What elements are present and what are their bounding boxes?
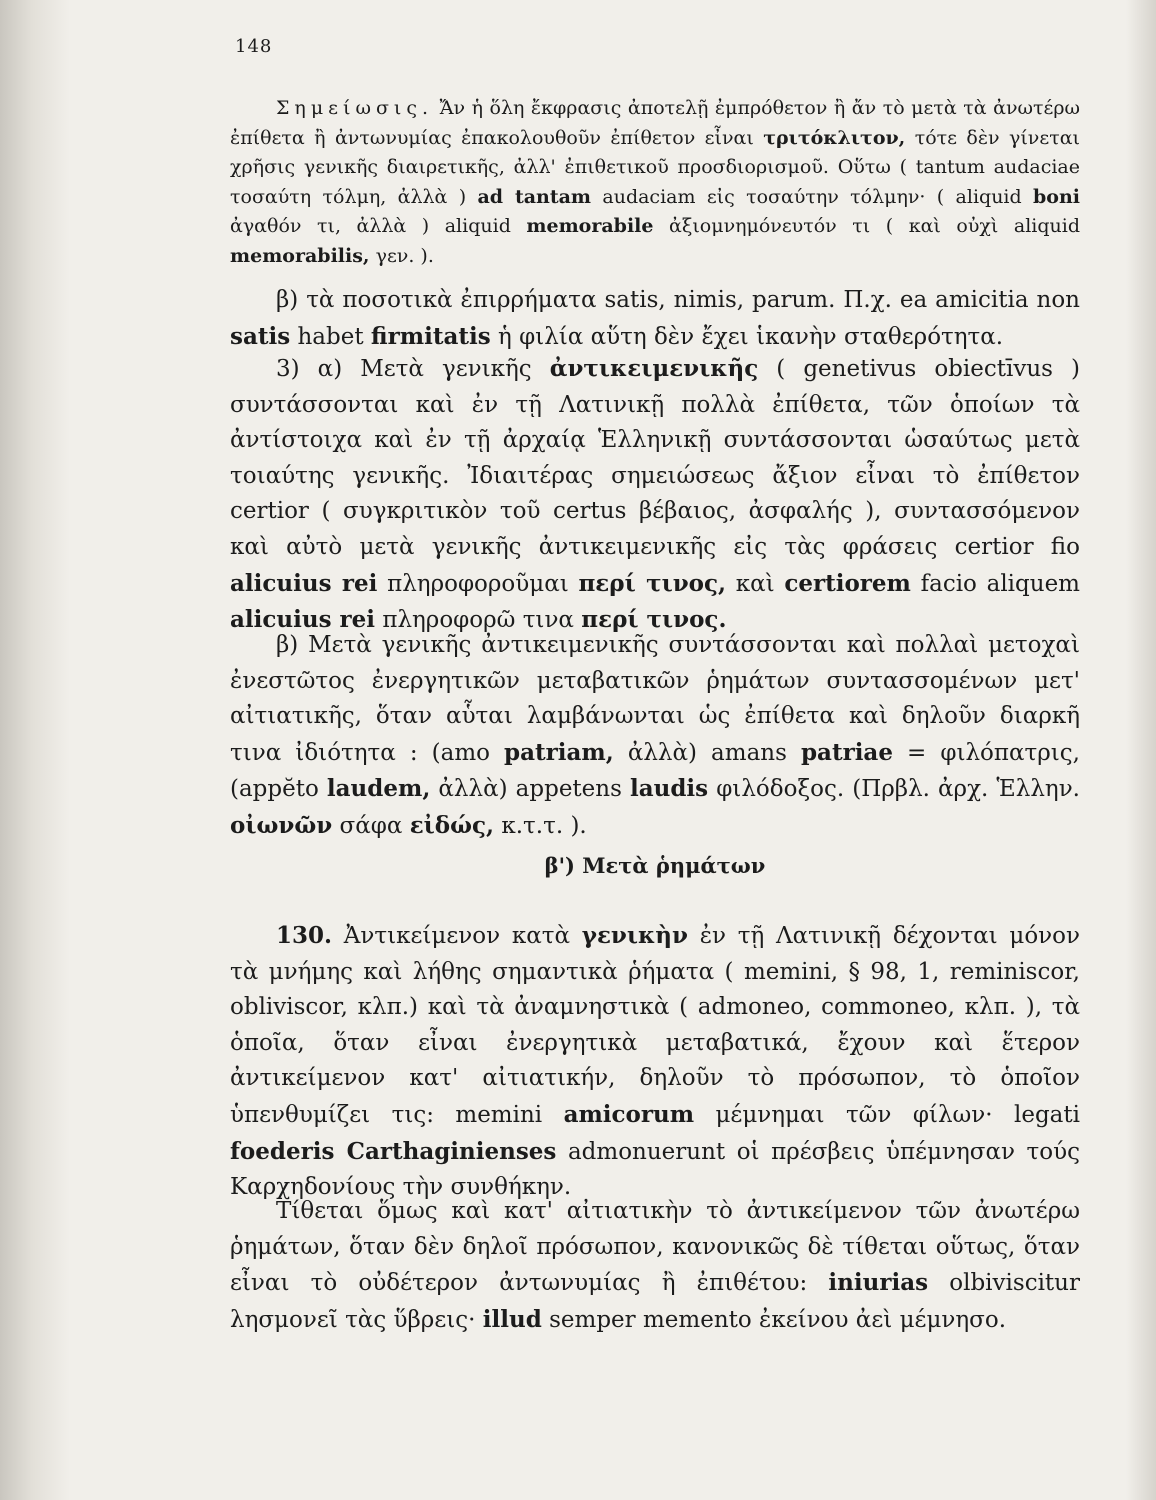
book-page xyxy=(230,0,1080,1500)
section-heading: β') Μετὰ ῥημάτων xyxy=(544,853,766,878)
page-number: 148 xyxy=(235,36,273,57)
page-edge-shadow xyxy=(1126,0,1156,1500)
note-paragraph: Σημείωσις. Ἄν ἡ ὅλη ἔκφρασις ἀποτελῇ ἐμπρόθετον ἢ ἄν τὸ μετὰ τὰ ἀνωτέρω ἐπίθετα ἢ ἀντωνυμίας ἐπακολουθοῦν ἐπίθετον εἶναι τριτόκλιτον, τότε δὲν γίνεται χρῆσις γενικῆς διαιρετικῆς, ἀλλ' ἐπιθετικοῦ προσδιορισμοῦ. Οὕτω ( tantum audaciae τοσαύτη τόλμη, ἀλλὰ ) ad tantam audaciam εἰς τοσαύτην τόλμην· ( aliquid boni ἀγαθόν τι, ἀλλὰ ) aliquid memorabile ἀξιομνημόνευτόν τι ( καὶ οὐχὶ aliquid memorabilis, γεν. ). xyxy=(230,97,1080,267)
note-label: Σημείωσις. xyxy=(276,97,434,119)
book-gutter-shadow xyxy=(0,0,70,1500)
section-number: 130. xyxy=(276,922,333,949)
paragraph-beta-adverbs: β) τὰ ποσοτικὰ ἐπιρρήματα satis, nimis, parum. Π.χ. ea amicitia non satis habet firmitatis ἡ φιλία αὕτη δὲν ἔχει ἱκανὴν σταθερότητα. xyxy=(230,287,1080,350)
paragraph-3b-participles: β) Μετὰ γενικῆς ἀντικειμενικῆς συντάσσονται καὶ πολλαὶ μετοχαὶ ἐνεστῶτος ἐνεργητικῶν μεταβατικῶν ῥημάτων συντασσομένων μετ' αἰτιατικῆς, ὅταν αὗται λαμβάνωνται ὡς ἐπίθετα καὶ δηλοῦν διαρκῆ τινα ἰδιότητα : (amo patriam, ἀλλὰ) amans patriae = φιλόπατρις, (appĕto laudem, ἀλλὰ) appetens laudis φιλόδοξος. (Πρβλ. ἀρχ. Ἑλλην. οἰωνῶν σάφα εἰδώς, κ.τ.τ. ). xyxy=(230,632,1080,839)
paragraph-accusative: Τίθεται ὅμως καὶ κατ' αἰτιατικὴν τὸ ἀντικείμενον τῶν ἀνωτέρω ῥημάτων, ὅταν δὲν δηλοῖ πρόσωπον, κανονικῶς δὲ τίθεται οὕτως, ὅταν εἶναι τὸ οὐδέτερον ἀντωνυμίας ἢ ἐπιθέτου: iniurias olbiviscitur λησμονεῖ τὰς ὕβρεις· illud semper memento ἐκείνου ἀεὶ μέμνησο. xyxy=(230,1198,1080,1333)
paragraph-130: 130. Ἀντικείμενον κατὰ γενικὴν ἐν τῇ Λατινικῇ δέχονται μόνον τὰ μνήμης καὶ λήθης σημαντικὰ ῥήματα ( memini, § 98, 1, reminiscor, obliviscor, κλπ.) καὶ τὰ ἀναμνηστικὰ ( admoneo, commoneo, κλπ. ), τὰ ὁποῖα, ὅταν εἶναι ἐνεργητικὰ μεταβατικά, ἔχουν καὶ ἕτερον ἀντικείμενον κατ' αἰτιατικήν, δηλοῦν τὸ πρόσωπον, τὸ ὁποῖον ὑπενθυμίζει τις: memini amicorum μέμνημαι τῶν φίλων· legati foederis Carthaginienses admonuerunt οἱ πρέσβεις ὑπέμνησαν τούς Καρχηδονίους τὴν συνθήκην. xyxy=(230,922,1080,1201)
paragraph-3a-objective-genitive: 3) α) Μετὰ γενικῆς ἀντικειμενικῆς ( genetivus obiectīvus ) συντάσσονται καὶ ἐν τῇ Λατινικῇ πολλὰ ἐπίθετα, τῶν ὁποίων τὰ ἀντίστοιχα καὶ ἐν τῇ ἀρχαίᾳ Ἑλληνικῇ συντάσσονται ὡσαύτως μετὰ τοιαύτης γενικῆς. Ἰδιαιτέρας σημειώσεως ἄξιον εἶναι τὸ ἐπίθετον certior ( συγκριτικὸν τοῦ certus βέβαιος, ἀσφαλής ), συντασσόμενον καὶ αὐτὸ μετὰ γενικῆς ἀντικειμενικῆς εἰς τὰς φράσεις certior fio alicuius rei πληροφοροῦμαι περί τινος, καὶ certiorem facio aliquem alicuius rei πληροφορῶ τινα περί τινος. xyxy=(230,355,1080,634)
